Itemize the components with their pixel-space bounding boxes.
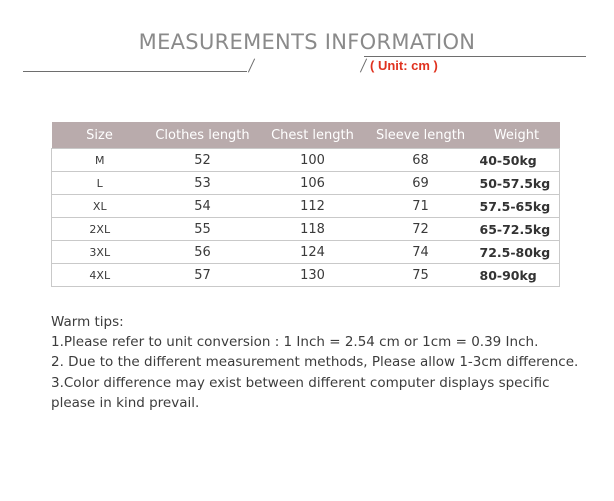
cell-chest-length: 118: [258, 218, 368, 241]
unit-label: ( Unit: cm ): [370, 58, 438, 73]
title-divider-right: [364, 56, 586, 57]
cell-sleeve-length: 69: [368, 172, 474, 195]
table-row: [52, 149, 560, 172]
table-row: [52, 241, 560, 264]
title-divider-left: [23, 71, 247, 72]
page-title: MEASUREMENTS INFORMATION: [138, 30, 476, 54]
cell-chest-length: 106: [258, 172, 368, 195]
tip-line: 3.Color difference may exist between different computer displays specific: [51, 374, 550, 391]
cell-clothes-length: 54: [148, 195, 258, 218]
cell-sleeve-length: 75: [368, 264, 474, 287]
table-row: [52, 218, 560, 241]
size-chart-table: [51, 122, 560, 287]
table-row: [52, 172, 560, 195]
tip-line: 1.Please refer to unit conversion : 1 Inch = 2.54 cm or 1cm = 0.39 Inch.: [51, 334, 539, 351]
cell-size: L: [52, 172, 148, 195]
cell-size: 3XL: [52, 241, 148, 264]
cell-clothes-length: 57: [148, 264, 258, 287]
header-clothes-length: Clothes length: [148, 122, 258, 149]
table-row: [52, 264, 560, 287]
header-chest-length: Chest length: [258, 122, 368, 149]
header-weight: Weight: [474, 122, 560, 149]
divider-slash-left: [248, 58, 255, 72]
cell-weight: 72.5-80kg: [474, 241, 560, 264]
table-row: [52, 195, 560, 218]
cell-sleeve-length: 68: [368, 149, 474, 172]
cell-sleeve-length: 71: [368, 195, 474, 218]
cell-clothes-length: 52: [148, 149, 258, 172]
warm-tips: [51, 312, 611, 413]
tips-heading: Warm tips:: [51, 314, 124, 330]
cell-weight: 65-72.5kg: [474, 218, 560, 241]
cell-chest-length: 112: [258, 195, 368, 218]
cell-size: 4XL: [52, 264, 148, 287]
cell-size: XL: [52, 195, 148, 218]
cell-clothes-length: 53: [148, 172, 258, 195]
tip-line: 2. Due to the different measurement methods, Please allow 1-3cm difference.: [51, 354, 579, 371]
cell-chest-length: 100: [258, 149, 368, 172]
cell-chest-length: 130: [258, 264, 368, 287]
cell-size: 2XL: [52, 218, 148, 241]
header-size: Size: [52, 122, 148, 149]
cell-weight: 80-90kg: [474, 264, 560, 287]
cell-weight: 40-50kg: [474, 149, 560, 172]
cell-clothes-length: 56: [148, 241, 258, 264]
cell-weight: 50-57.5kg: [474, 172, 560, 195]
cell-size: M: [52, 149, 148, 172]
divider-slash-right: [360, 58, 367, 72]
table-header-row: [52, 122, 560, 149]
cell-sleeve-length: 72: [368, 218, 474, 241]
cell-sleeve-length: 74: [368, 241, 474, 264]
header-sleeve-length: Sleeve length: [368, 122, 474, 149]
cell-chest-length: 124: [258, 241, 368, 264]
cell-weight: 57.5-65kg: [474, 195, 560, 218]
tip-line: please in kind prevail.: [51, 394, 200, 411]
cell-clothes-length: 55: [148, 218, 258, 241]
